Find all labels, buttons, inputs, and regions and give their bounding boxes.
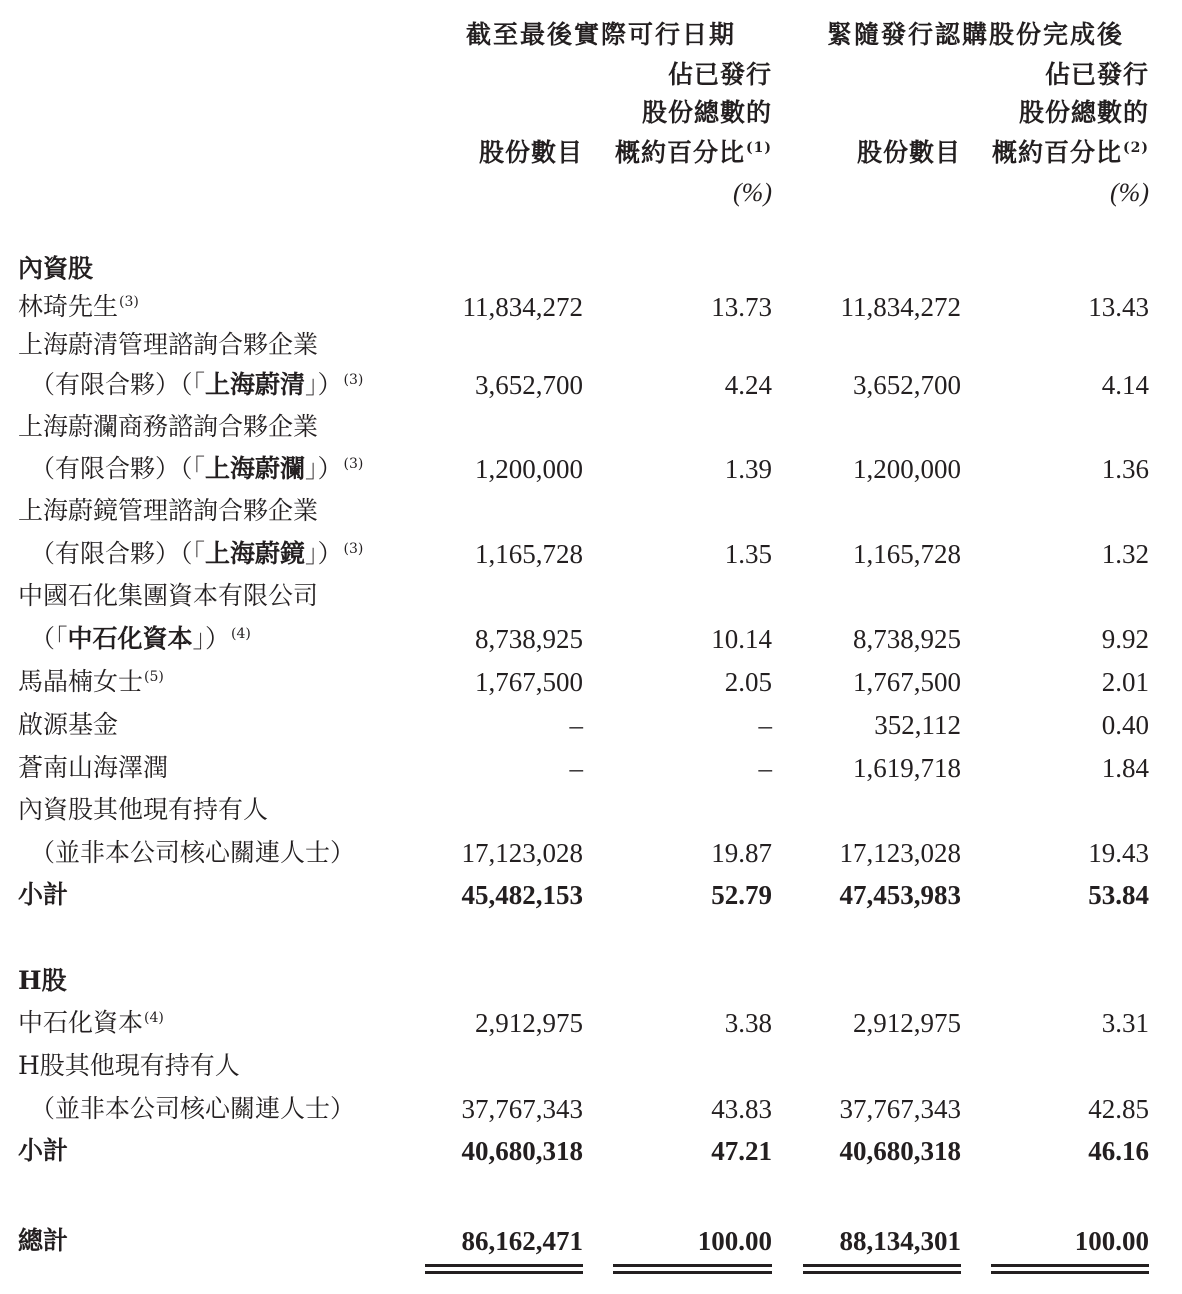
row-label-line2: （並非本公司核心關連人士）: [30, 838, 356, 867]
total-double-rule-a2: [425, 1271, 583, 1274]
pct-header-a-line1: 佔已發行: [667, 60, 772, 89]
total-pct-b: 100.00: [1074, 1226, 1149, 1256]
shares-b-cell: 8,738,925: [853, 624, 961, 654]
subtotal-shares-b: 40,680,318: [839, 1136, 961, 1166]
total-shares-a: 86,162,471: [461, 1226, 583, 1256]
row-label-line2: （並非本公司核心關連人士）: [30, 1094, 356, 1123]
pct-a-cell: 19.87: [711, 838, 772, 868]
row-label-line1: 上海蔚鏡管理諮詢合夥企業: [18, 496, 319, 525]
pct-a-cell: 10.14: [711, 624, 772, 654]
subtotal-pct-b: 46.16: [1088, 1136, 1149, 1166]
shares-a-cell: –: [569, 753, 583, 783]
shares-b-cell: 17,123,028: [839, 838, 961, 868]
row-label-line2: （有限合夥）（「上海蔚瀾」）$^{(3)}$: [30, 454, 364, 483]
shares-a-cell: 17,123,028: [461, 838, 583, 868]
subtotal-pct-a: 52.79: [711, 880, 772, 910]
h-shares-heading: H股: [18, 966, 67, 995]
shares-header-a: 股份數目: [478, 138, 583, 167]
pct-header-b-line2: 股份總數的: [1018, 98, 1149, 127]
total-double-rule-d1: [991, 1264, 1149, 1267]
shares-b-cell: 1,767,500: [853, 667, 961, 697]
pct-b-cell: 4.14: [1101, 370, 1149, 400]
pct-b-cell: 1.84: [1101, 753, 1149, 783]
pct-a-cell: –: [758, 710, 772, 740]
total-double-rule-b2: [613, 1271, 772, 1274]
shares-a-cell: 2,912,975: [475, 1008, 583, 1038]
shares-header-b: 股份數目: [856, 138, 961, 167]
row-label: 馬晶楠女士$^{(5)}$: [18, 667, 164, 696]
row-label: 林琦先生$^{(3)}$: [18, 292, 139, 321]
row-label-line1: 上海蔚瀾商務諮詢合夥企業: [18, 412, 319, 441]
shares-b-cell: 37,767,343: [839, 1094, 961, 1124]
total-double-rule-b1: [613, 1264, 772, 1267]
pct-a-cell: 2.05: [724, 667, 772, 697]
row-label: 中石化資本$^{(4)}$: [18, 1008, 164, 1037]
row-label-line2: （有限合夥）（「上海蔚清」）$^{(3)}$: [30, 370, 364, 399]
pct-b-cell: 1.36: [1101, 454, 1149, 484]
shares-a-cell: 8,738,925: [475, 624, 583, 654]
subtotal-pct-b: 53.84: [1088, 880, 1149, 910]
domestic-heading: 內資股: [18, 254, 94, 283]
subtotal-pct-a: 47.21: [711, 1136, 772, 1166]
row-label: 啟源基金: [18, 710, 119, 739]
pct-b-cell: 13.43: [1088, 292, 1149, 322]
period-a-header: 截至最後實際可行日期: [466, 20, 737, 49]
shares-a-cell: 3,652,700: [475, 370, 583, 400]
shares-a-cell: 37,767,343: [461, 1094, 583, 1124]
total-shares-b: 88,134,301: [839, 1226, 961, 1256]
pct-a-cell: 1.35: [724, 539, 772, 569]
pct-unit-a: (%): [733, 178, 772, 207]
shares-b-cell: 1,619,718: [853, 753, 961, 783]
subtotal-label: 小計: [18, 880, 69, 909]
pct-b-cell: 19.43: [1088, 838, 1149, 868]
shares-a-cell: 1,767,500: [475, 667, 583, 697]
pct-header-a-line2: 股份總數的: [641, 98, 772, 127]
total-label: 總計: [18, 1226, 69, 1255]
shares-a-cell: 1,165,728: [475, 539, 583, 569]
pct-header-b-line3: 概約百分比$^{(2)}$: [991, 138, 1149, 167]
row-label-line1: H股其他現有持有人: [18, 1051, 240, 1080]
shares-a-cell: –: [569, 710, 583, 740]
pct-a-cell: –: [758, 753, 772, 783]
shares-b-cell: 2,912,975: [853, 1008, 961, 1038]
row-label-line1: 內資股其他現有持有人: [18, 795, 269, 824]
period-b-header: 緊隨發行認購股份完成後: [827, 20, 1125, 49]
pct-b-cell: 9.92: [1101, 624, 1149, 654]
pct-a-cell: 43.83: [711, 1094, 772, 1124]
shares-a-cell: 11,834,272: [462, 292, 583, 322]
row-label-line2: （有限合夥）（「上海蔚鏡」）$^{(3)}$: [30, 539, 364, 568]
total-pct-a: 100.00: [697, 1226, 772, 1256]
subtotal-shares-b: 47,453,983: [839, 880, 961, 910]
total-double-rule-a1: [425, 1264, 583, 1267]
shares-b-cell: 1,165,728: [853, 539, 961, 569]
total-double-rule-c2: [803, 1271, 961, 1274]
subtotal-shares-a: 45,482,153: [461, 880, 583, 910]
row-label-line1: 中國石化集團資本有限公司: [18, 581, 319, 610]
pct-a-cell: 13.73: [711, 292, 772, 322]
total-double-rule-d2: [991, 1271, 1149, 1274]
shares-b-cell: 11,834,272: [840, 292, 961, 322]
row-label-line1: 上海蔚清管理諮詢合夥企業: [18, 330, 319, 359]
shares-b-cell: 1,200,000: [853, 454, 961, 484]
total-double-rule-c1: [803, 1264, 961, 1267]
pct-b-cell: 0.40: [1101, 710, 1149, 740]
shares-b-cell: 352,112: [874, 710, 961, 740]
pct-b-cell: 3.31: [1101, 1008, 1149, 1038]
pct-header-a-line3: 概約百分比$^{(1)}$: [614, 138, 772, 167]
pct-a-cell: 4.24: [724, 370, 772, 400]
shares-b-cell: 3,652,700: [853, 370, 961, 400]
pct-a-cell: 1.39: [724, 454, 772, 484]
pct-header-b-line1: 佔已發行: [1044, 60, 1149, 89]
pct-b-cell: 42.85: [1088, 1094, 1149, 1124]
subtotal-label: 小計: [18, 1136, 69, 1165]
pct-b-cell: 2.01: [1101, 667, 1149, 697]
pct-a-cell: 3.38: [724, 1008, 772, 1038]
shares-a-cell: 1,200,000: [475, 454, 583, 484]
pct-unit-b: (%): [1110, 178, 1149, 207]
row-label-line2: （「中石化資本」）$^{(4)}$: [30, 624, 251, 653]
row-label: 蒼南山海澤潤: [18, 753, 169, 782]
subtotal-shares-a: 40,680,318: [461, 1136, 583, 1166]
pct-b-cell: 1.32: [1101, 539, 1149, 569]
